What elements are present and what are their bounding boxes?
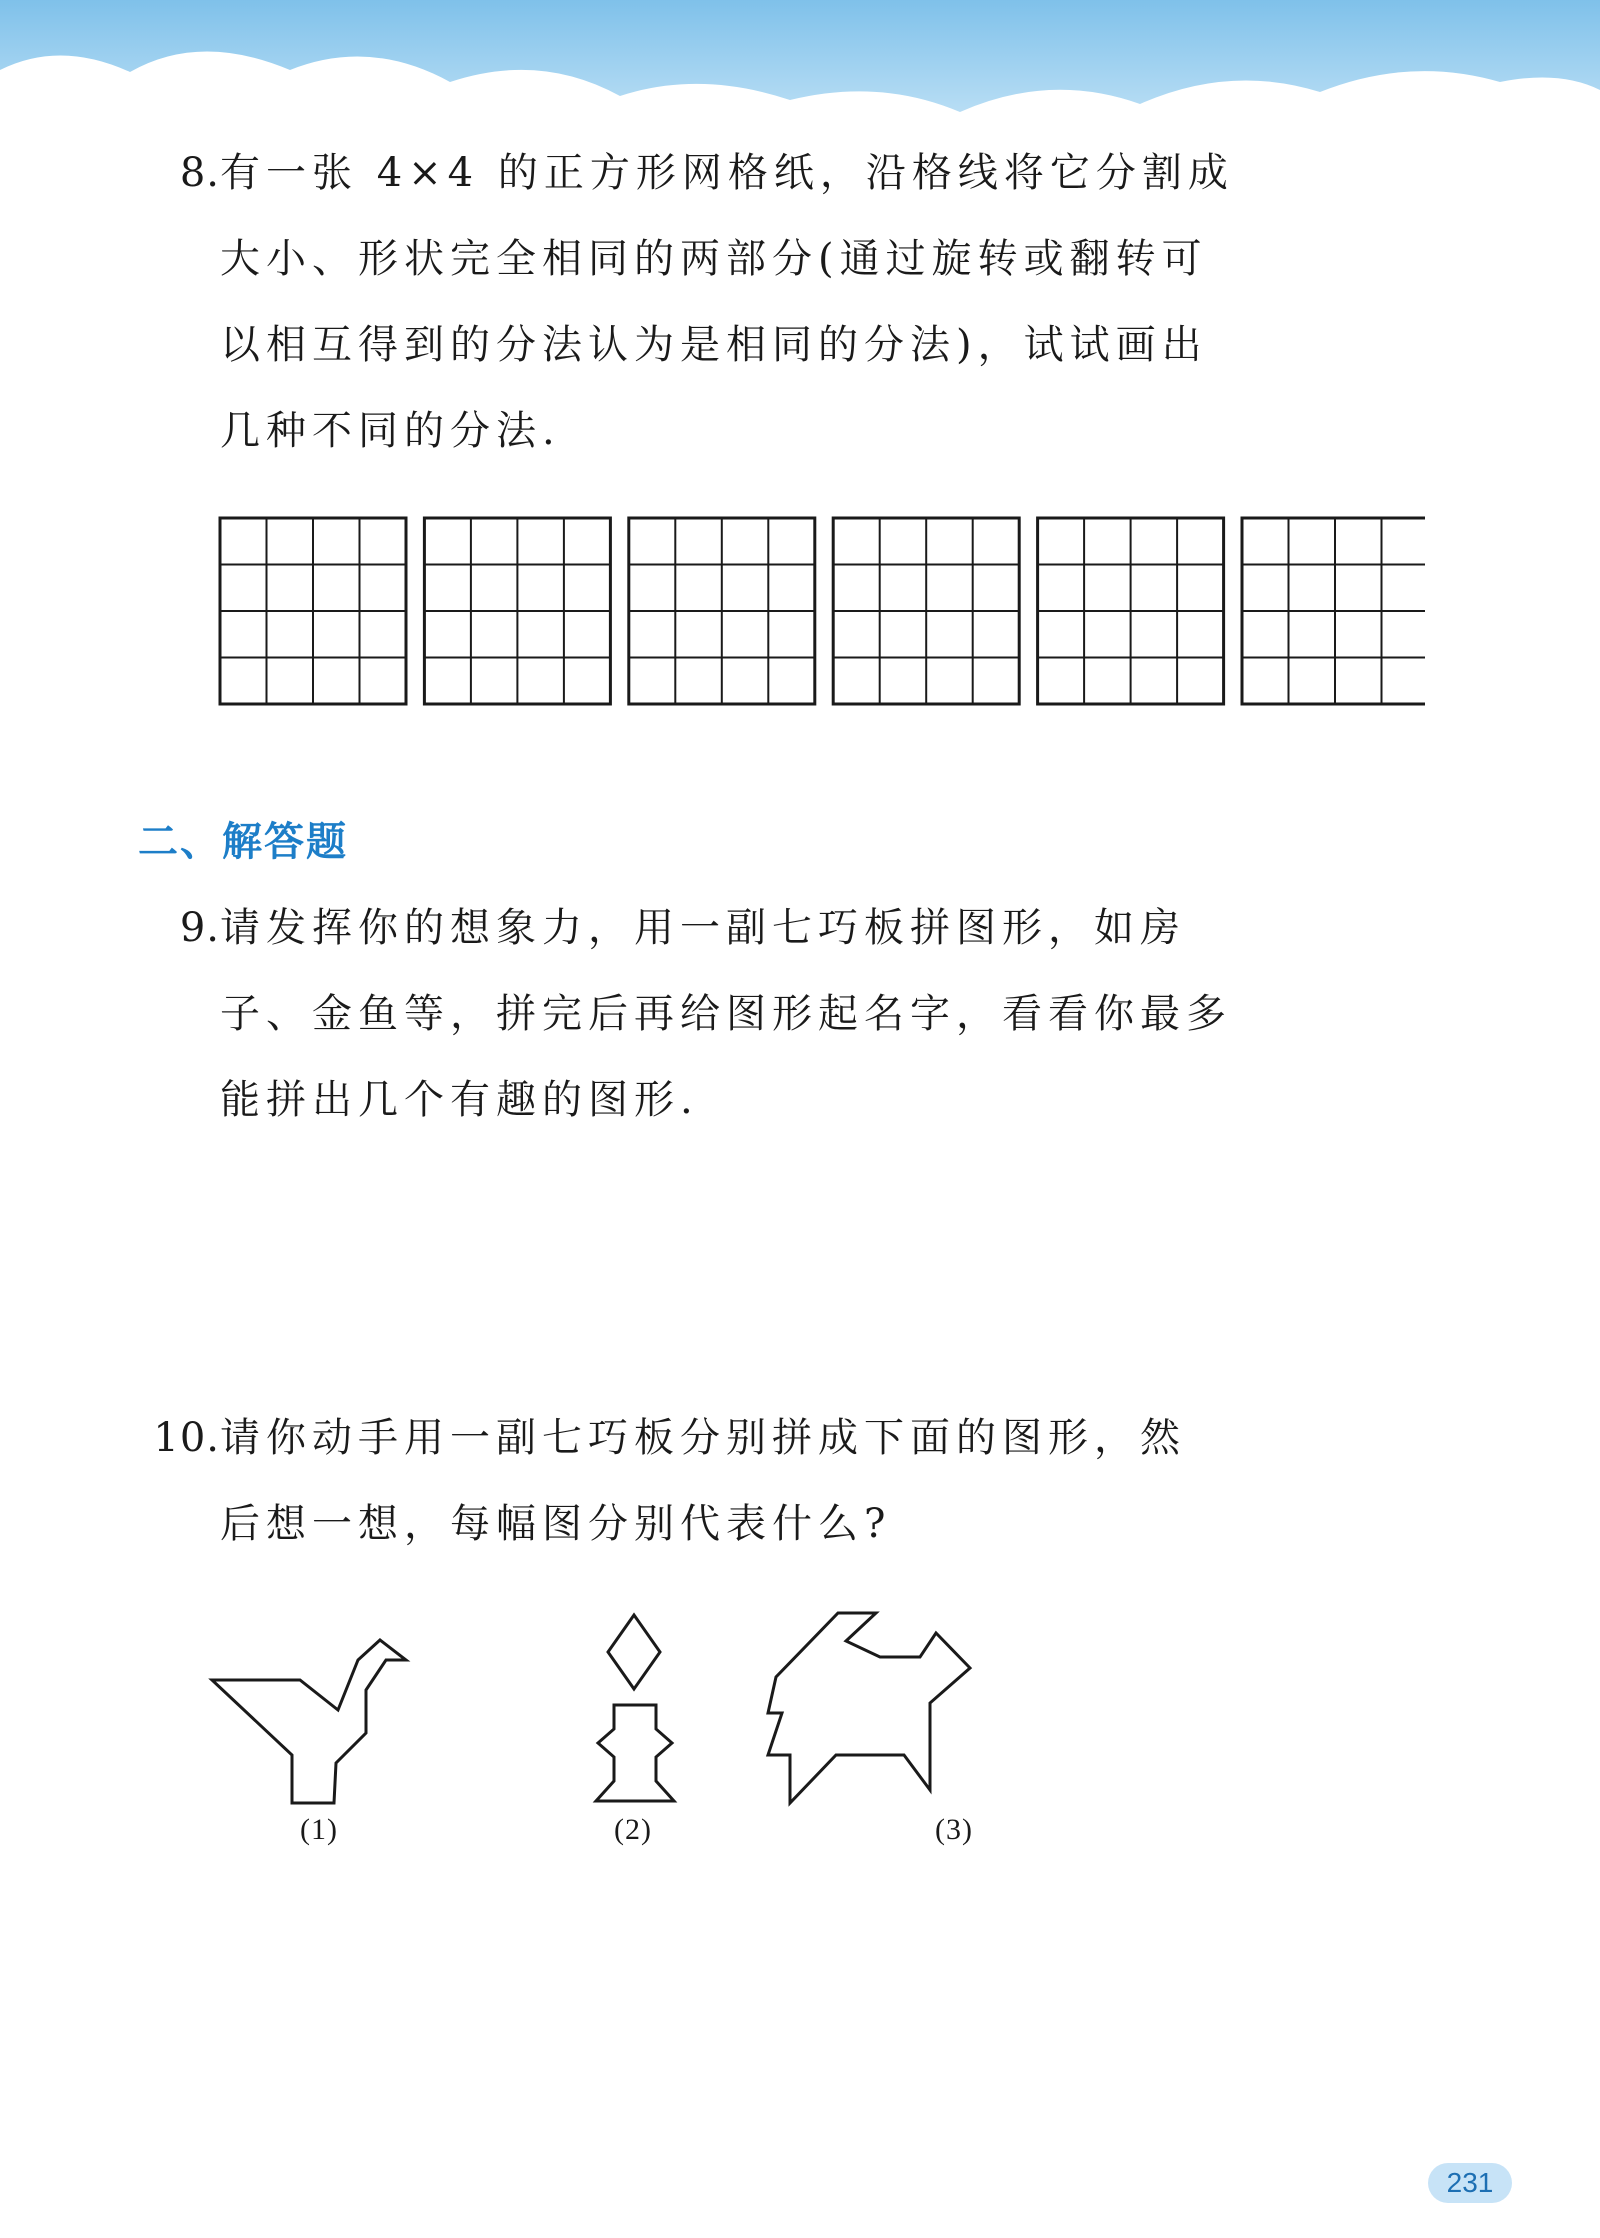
- grid-paper-set: [217, 515, 1425, 708]
- question-text-line: 能拼出几个有趣的图形.: [220, 1077, 699, 1123]
- section-heading: 二、解答题: [138, 819, 348, 865]
- figure-label-1: (1): [300, 1813, 338, 1846]
- question-8: [140, 130, 1234, 474]
- question-9: [140, 885, 1232, 1143]
- grid-paper-4x4: [629, 518, 815, 704]
- grid-paper-4x4: [424, 518, 610, 704]
- question-text-line: 以相互得到的分法认为是相同的分法)，试试画出: [220, 322, 1208, 368]
- grid-paper-row: [217, 515, 1425, 708]
- figure-label-3: (3): [935, 1813, 973, 1846]
- tangram-figures: [200, 1605, 1100, 1865]
- question-text-line: 有一张 4×4 的正方形网格纸，沿格线将它分割成: [220, 150, 1234, 196]
- question-10: [140, 1395, 1186, 1567]
- question-text-line: 几种不同的分法.: [220, 408, 561, 454]
- grid-paper-4x4: [833, 518, 1019, 704]
- tangram-figure-goat: [768, 1613, 970, 1803]
- tangram-figure-candle-flame: [608, 1615, 660, 1689]
- question-text-line: 子、金鱼等，拼完后再给图形起名字，看看你最多: [220, 991, 1232, 1037]
- grid-paper-4x4: [1038, 518, 1224, 704]
- question-number: 10.: [153, 1415, 220, 1461]
- question-text-line: 请你动手用一副七巧板分别拼成下面的图形，然: [220, 1415, 1186, 1461]
- question-text-line: 后想一想，每幅图分别代表什么?: [220, 1501, 892, 1547]
- question-text-line: 请发挥你的想象力，用一副七巧板拼图形，如房: [220, 905, 1186, 951]
- question-text-line: 大小、形状完全相同的两部分(通过旋转或翻转可: [220, 236, 1208, 282]
- question-number: 9.: [179, 905, 220, 951]
- tangram-figure-candle-body: [596, 1705, 674, 1801]
- tangram-outlines: [200, 1605, 1100, 1825]
- sky-cloud-header: [0, 0, 1600, 150]
- grid-paper-4x4: [1242, 518, 1425, 704]
- question-number: 8.: [179, 150, 220, 196]
- grid-paper-4x4: [220, 518, 406, 704]
- page-number: 231: [1428, 2163, 1512, 2203]
- tangram-figure-bird: [212, 1640, 406, 1803]
- figure-label-2: (2): [614, 1813, 652, 1846]
